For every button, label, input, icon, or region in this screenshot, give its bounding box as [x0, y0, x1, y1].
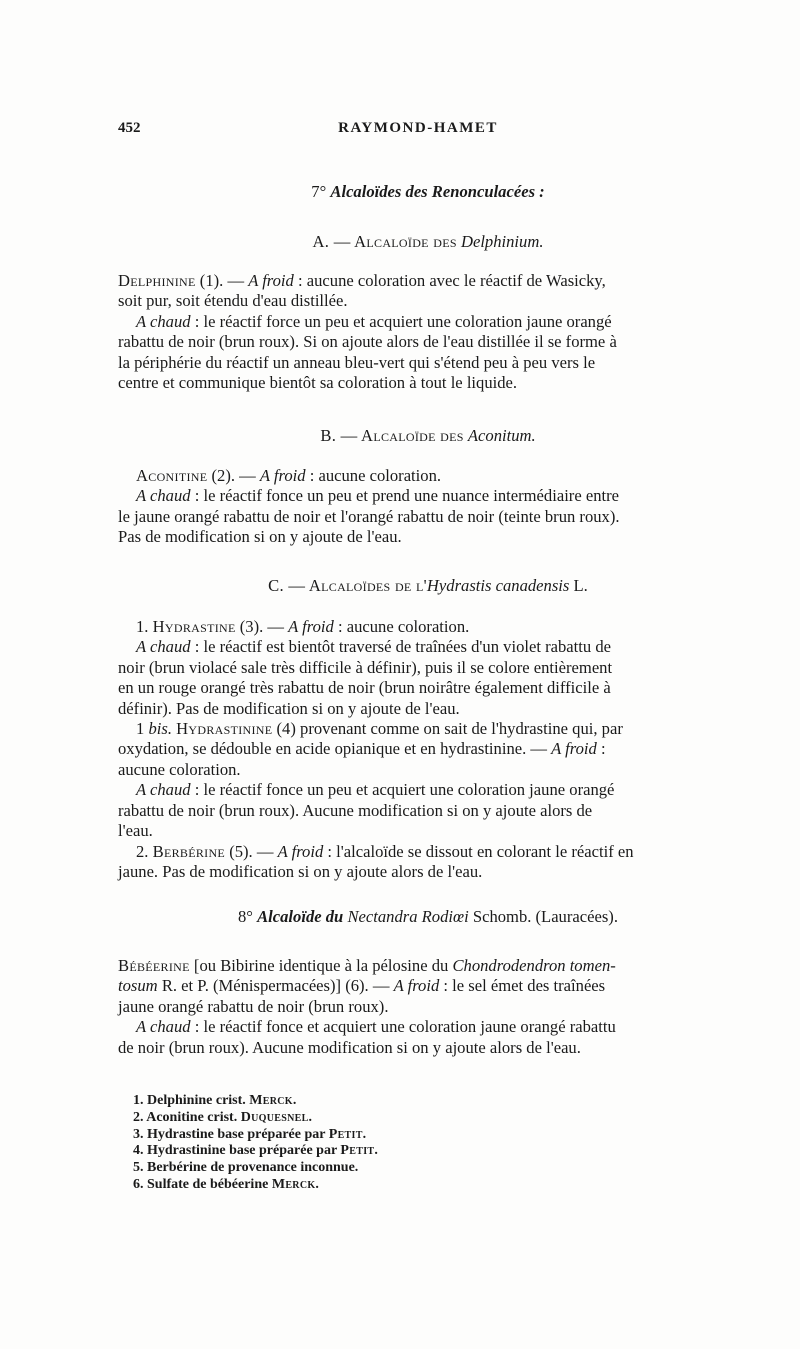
footnote: 5. Berbérine de provenance inconnue. — [133, 1160, 359, 1176]
subsection-a-heading: A. — Alcaloïde des Delphinium. — [312, 232, 544, 251]
bebeerine-paragraph: Bébéerine [ou Bibirine identique à la pélosine du Chondrodendron tomen- tosum R. et P. (Ménispermacées)] (6). — A froid : le sel émet des traînées jaune orangé rabattu de noir (brun roux). A chaud : le réactif fonce et acquiert une coloration jaune orangé rabattu de noir (brun roux). Aucune modification si on y ajoute alors de l'eau. — [118, 956, 616, 1057]
section-7-title: 7° Alcaloïdes des Renonculacées : — [311, 182, 545, 201]
footnotes-list — [133, 1093, 553, 1194]
subsection-b-heading: B. — Alcaloïde des Aconitum. — [320, 426, 536, 445]
footnote: 4. Hydrastinine base préparée par Petit. — [133, 1143, 379, 1159]
footnote: 6. Sulfate de bébéerine Merck. — [133, 1176, 320, 1192]
aconitine-paragraph: Aconitine (2). — A froid : aucune coloration. A chaud : le réactif fonce un peu et prend une nuance intermédiaire entre le jaune orangé rabattu de noir et l'orangé rabattu de noir (teinte brun roux). Pas de modification si on y ajoute de l'eau. — [118, 466, 620, 547]
footnote: 2. Aconitine crist. Duquesnel. — [133, 1109, 313, 1125]
footnote: 1. Delphinine crist. Merck. — [133, 1093, 297, 1108]
subsection-c-heading: C. — Alcaloïdes de l'Hydrastis canadensis L. — [268, 576, 588, 595]
delphinine-paragraph: Delphinine (1). — A froid : aucune coloration avec le réactif de Wasicky, soit pur, soit étendu d'eau distillée. A chaud : le réactif force un peu et acquiert une coloration jaune orangé rabattu de noir (brun roux). Si on ajoute alors de l'eau distillée il se forme à la périphérie du réactif un anneau bleu-vert qui s'étend peu à peu vers le centre et communique bientôt sa coloration à tout le liquide. — [118, 271, 617, 393]
berberine-paragraph: 2. Berbérine (5). — A froid : l'alcaloïde se dissout en colorant le réactif en jaune. Pas de modification si on y ajoute alors de l'eau. — [118, 842, 634, 882]
footnote: 3. Hydrastine base préparée par Petit. — [133, 1126, 367, 1142]
hydrastine-paragraph: 1. Hydrastine (3). — A froid : aucune coloration. A chaud : le réactif est bientôt traversé de traînées d'un violet rabattu de noir (brun violacé sale très difficile à définir), puis il se colore entièrement en un rouge orangé très rabattu de noir (brun noirâtre également difficile à définir). Pas de modification si on y ajoute de l'eau. — [118, 617, 613, 718]
page-number: 452 — [118, 120, 141, 136]
page-header — [118, 120, 718, 140]
running-head: RAYMOND-HAMET — [338, 120, 498, 136]
section-8-title: 8° Alcaloïde du Nectandra Rodiœi Schomb. (Lauracées). — [238, 907, 618, 926]
hydrastinine-paragraph: 1 bis. Hydrastinine (4) provenant comme on sait de l'hydrastine qui, par oxydation, se dédouble en acide opianique et en hydrastinine. — A froid : aucune coloration. A chaud : le réactif fonce un peu et acquiert une coloration jaune orangé rabattu de noir (brun roux). Aucune modification si on y ajoute alors de l'eau. — [118, 719, 623, 841]
